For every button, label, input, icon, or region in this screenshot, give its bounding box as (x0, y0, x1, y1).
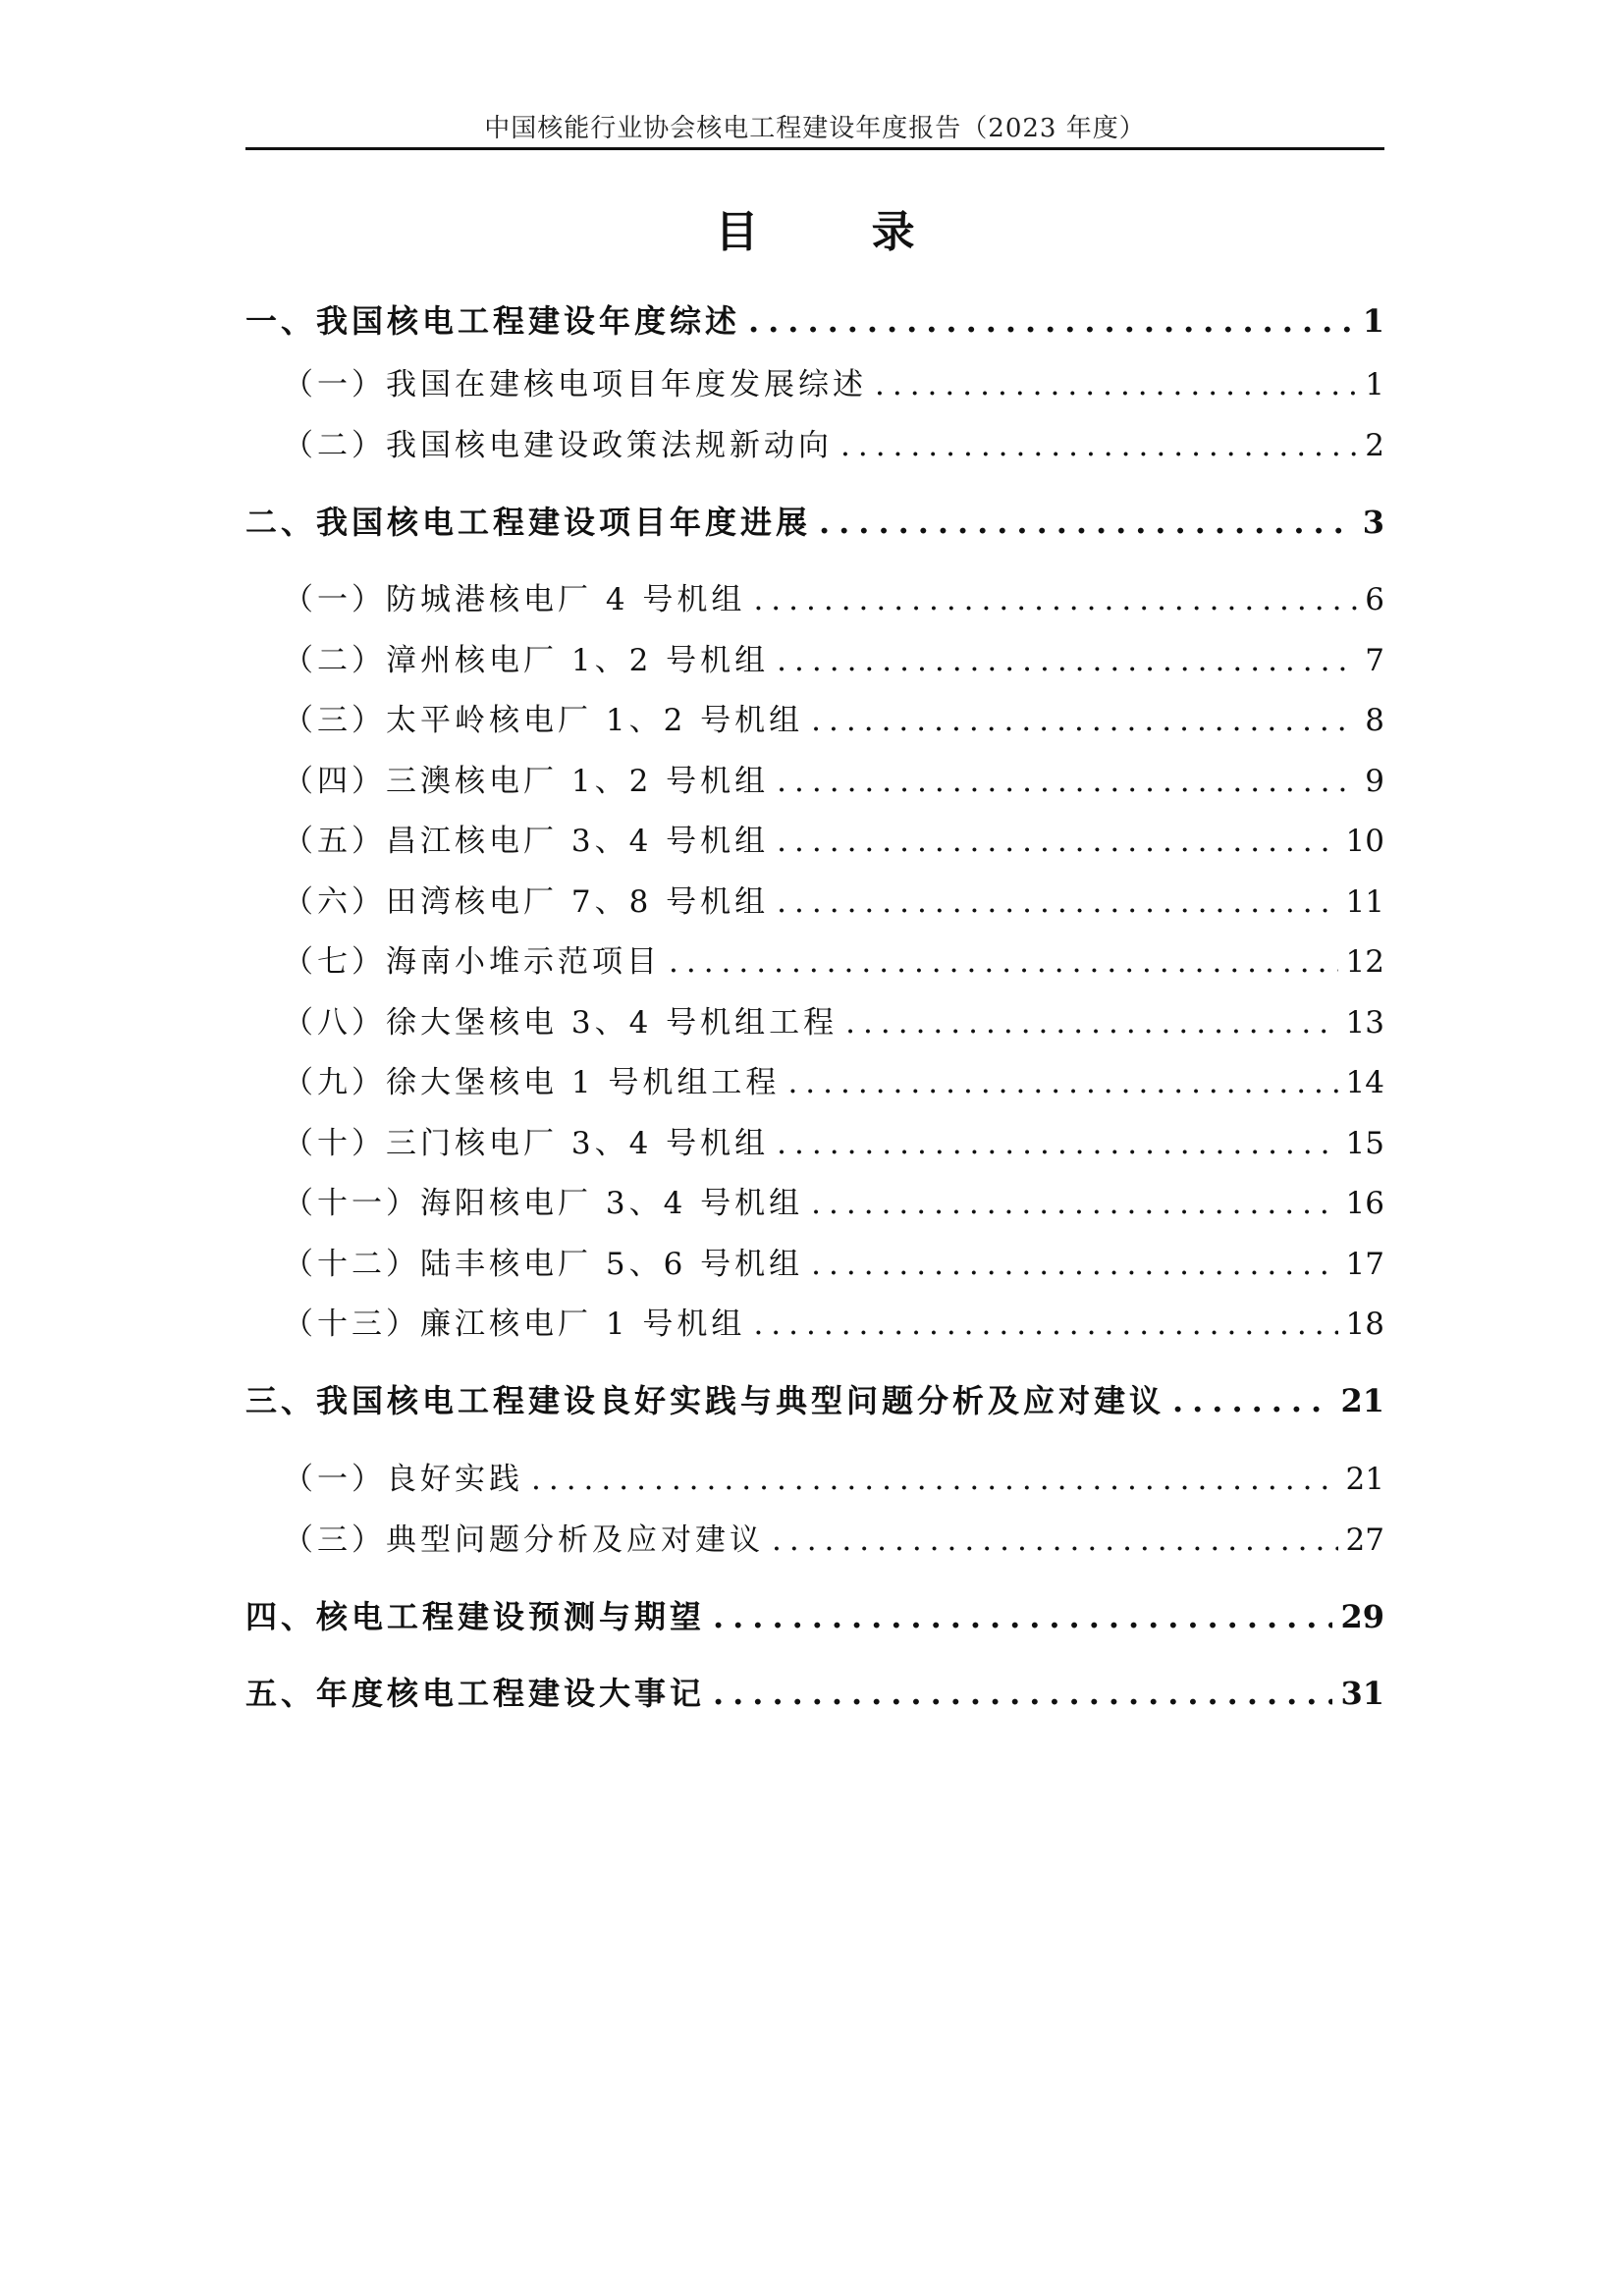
toc-page-number: 3 (1362, 504, 1384, 541)
toc-entry[interactable] (245, 936, 1384, 981)
toc-leader (811, 1247, 1337, 1282)
toc-entry[interactable] (245, 1299, 1384, 1343)
header-rule (245, 147, 1384, 150)
toc-entry-label: （九）徐大堡核电 1 号机组工程 (283, 1065, 781, 1100)
toc-entry-label: （十）三门核电厂 3、4 号机组 (283, 1126, 770, 1161)
toc-leader (753, 582, 1357, 617)
toc-entry-label: 四、核电工程建设预测与期望 (245, 1598, 706, 1635)
toc-entry[interactable] (245, 420, 1384, 464)
toc-entry-label: （六）田湾核电厂 7、8 号机组 (283, 884, 770, 920)
toc-entry-label: （二）我国核电建设政策法规新动向 (283, 428, 833, 463)
toc-entry[interactable] (245, 1669, 1384, 1714)
toc-entry[interactable] (245, 1376, 1384, 1421)
toc-page-number: 9 (1365, 764, 1384, 799)
running-header: 中国核能行业协会核电工程建设年度报告（2023 年度） (484, 114, 1146, 143)
toc-page-number: 27 (1345, 1522, 1384, 1558)
toc-leader (811, 1186, 1337, 1221)
toc-entry[interactable] (245, 756, 1384, 800)
toc-page-number: 31 (1340, 1675, 1384, 1712)
toc-entry[interactable] (245, 498, 1384, 543)
toc-page-number: 16 (1345, 1186, 1384, 1221)
toc-page-number: 12 (1345, 944, 1384, 980)
toc-entry-label: （五）昌江核电厂 3、4 号机组 (283, 824, 770, 859)
toc-entry[interactable] (245, 997, 1384, 1041)
toc-leader (777, 824, 1337, 859)
toc-entry[interactable] (245, 816, 1384, 860)
toc-entry-label: （十一）海阳核电厂 3、4 号机组 (283, 1186, 804, 1221)
toc-leader (777, 1126, 1337, 1161)
toc-leader (777, 764, 1357, 799)
toc-entry[interactable] (245, 296, 1384, 342)
toc-leader (787, 1065, 1337, 1100)
toc-entry[interactable] (245, 1239, 1384, 1283)
toc-entry-label: （十三）廉江核电厂 1 号机组 (283, 1307, 746, 1342)
toc-page-number: 18 (1345, 1307, 1384, 1342)
toc-page-number: 8 (1365, 703, 1384, 738)
toc-entry[interactable] (245, 1454, 1384, 1498)
toc-leader (772, 1522, 1338, 1558)
toc-entry[interactable] (245, 359, 1384, 403)
toc-page-number: 6 (1365, 582, 1384, 617)
toc-leader (669, 944, 1338, 980)
toc-page-number: 2 (1365, 428, 1384, 463)
toc-entry[interactable] (245, 1515, 1384, 1559)
toc-entry[interactable] (245, 695, 1384, 739)
toc-leader (713, 1675, 1332, 1712)
toc-entry[interactable] (245, 1057, 1384, 1101)
toc-page-number: 29 (1340, 1598, 1384, 1635)
toc-entry-label: （三）太平岭核电厂 1、2 号机组 (283, 703, 804, 738)
toc-leader (1172, 1382, 1332, 1419)
toc-leader (748, 302, 1355, 340)
toc-entry-label: （一）我国在建核电项目年度发展综述 (283, 367, 867, 402)
toc-page-number: 15 (1345, 1126, 1384, 1161)
toc-entry[interactable] (245, 1592, 1384, 1637)
toc-page-number: 1 (1365, 367, 1384, 402)
toc-entry-label: （十二）陆丰核电厂 5、6 号机组 (283, 1247, 804, 1282)
toc-entry[interactable] (245, 1118, 1384, 1162)
toc-entry[interactable] (245, 635, 1384, 679)
toc-leader (777, 643, 1357, 678)
toc-leader (777, 884, 1337, 920)
toc-entry-label: （一）防城港核电厂 4 号机组 (283, 582, 746, 617)
toc-page-number: 13 (1345, 1005, 1384, 1041)
toc-leader (845, 1005, 1337, 1041)
toc-entry-label: （八）徐大堡核电 3、4 号机组工程 (283, 1005, 839, 1041)
toc-page-number: 14 (1345, 1065, 1384, 1100)
toc-page-number: 11 (1345, 884, 1384, 920)
page-title: 目 录 (715, 207, 964, 257)
toc-page-number: 17 (1345, 1247, 1384, 1282)
toc-page-number: 21 (1340, 1382, 1384, 1419)
toc-leader (875, 367, 1357, 402)
toc-entry[interactable] (245, 574, 1384, 618)
toc-entry-label: （一）良好实践 (283, 1462, 523, 1497)
toc-entry-label: 一、我国核电工程建设年度综述 (245, 302, 741, 340)
toc-page-number: 1 (1362, 302, 1384, 340)
toc-entry-label: （二）漳州核电厂 1、2 号机组 (283, 643, 770, 678)
toc-entry[interactable] (245, 1178, 1384, 1222)
toc-entry-label: 五、年度核电工程建设大事记 (245, 1675, 706, 1712)
toc-entry-label: （七）海南小堆示范项目 (283, 944, 661, 980)
toc-leader (811, 703, 1357, 738)
toc-entry-label: （四）三澳核电厂 1、2 号机组 (283, 764, 770, 799)
toc-leader (819, 504, 1355, 541)
toc-entry-label: （三）典型问题分析及应对建议 (283, 1522, 764, 1558)
toc-entry[interactable] (245, 877, 1384, 921)
toc-page-number: 7 (1365, 643, 1384, 678)
toc-entry-label: 三、我国核电工程建设良好实践与典型问题分析及应对建议 (245, 1382, 1165, 1419)
toc-page-number: 10 (1345, 824, 1384, 859)
toc-leader (713, 1598, 1332, 1635)
toc-leader (840, 428, 1357, 463)
toc-leader (753, 1307, 1337, 1342)
toc-entry-label: 二、我国核电工程建设项目年度进展 (245, 504, 812, 541)
toc-leader (531, 1462, 1338, 1497)
toc-page-number: 21 (1345, 1462, 1384, 1497)
